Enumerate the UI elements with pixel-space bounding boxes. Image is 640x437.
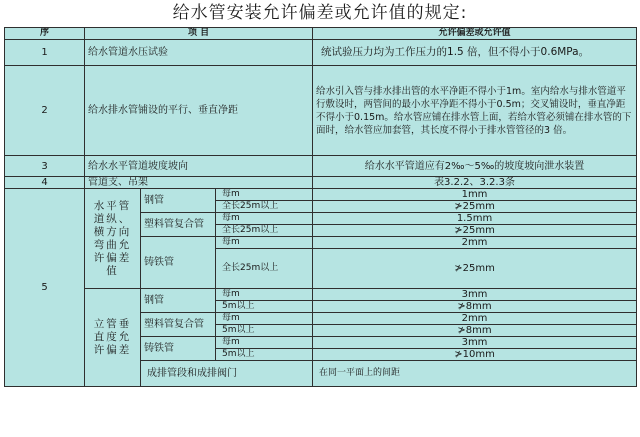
condition-same-plane: 在同一平面上的间距 [313, 361, 637, 387]
row-item: 给水管道水压试验 [85, 40, 313, 66]
row-value: 统试验压力均为工作压力的1.5 倍，但不得小于0.6MPa。 [313, 40, 637, 66]
tolerance-value: 2mm [313, 237, 637, 249]
table-header-row [5, 28, 637, 40]
page-title: 给水管安装允许偏差或允许值的规定: [172, 3, 468, 23]
horizontal-deviation-label: 水平管道纵、横方向弯曲允许偏差值 [85, 189, 141, 289]
condition-per-m: 每m [216, 213, 313, 225]
row-value: 表3.2.2、3.2.3条 [313, 177, 637, 189]
condition-per-m: 每m [216, 237, 313, 249]
condition-over-5m: 5m以上 [216, 325, 313, 337]
cast-iron-pipe-label: 铸铁管 [141, 337, 216, 361]
tolerance-value: 2mm [313, 313, 637, 325]
header-value: 允许偏差或允许值 [313, 28, 637, 40]
header-seq: 序 [5, 28, 85, 40]
tolerance-value: ≯8mm [313, 325, 637, 337]
row-seq: 5 [5, 189, 85, 387]
tolerance-value: 3mm [313, 337, 637, 349]
plastic-composite-pipe-label: 塑料管复合管 [141, 313, 216, 337]
table-row [5, 177, 637, 189]
row-seq: 3 [5, 156, 85, 177]
condition-over-25m: 全长25m以上 [216, 201, 313, 213]
tolerance-value: 1.5mm [313, 213, 637, 225]
steel-pipe-label: 钢管 [141, 289, 216, 313]
tolerance-value: ≯25mm [313, 225, 637, 237]
row-value: 给水引入管与排水排出管的水平净距不得小于1m。室内给水与排水管道平行敷设时，两管间的最小水平净距不得小于0.5m；交叉铺设时，垂直净距不得小于0.15m。给水管应铺在排水管上面，若给水管必须铺在排水管的下面时，给水管应加套管，其长度不得小于排水管管径的3 倍。 [313, 66, 637, 156]
tolerance-value: ≯8mm [313, 301, 637, 313]
condition-over-25m: 全长25m以上 [216, 225, 313, 237]
condition-over-25m: 全长25m以上 [216, 249, 313, 289]
tolerance-table [4, 27, 637, 387]
cast-iron-pipe-label: 铸铁管 [141, 237, 216, 289]
table-row [5, 189, 637, 201]
condition-per-m: 每m [216, 313, 313, 325]
grouped-pipes-label: 成排管段和成排阀门 [141, 361, 313, 387]
row-item: 管道支、吊架 [85, 177, 313, 189]
condition-per-m: 每m [216, 189, 313, 201]
row-seq: 4 [5, 177, 85, 189]
table-row [5, 289, 637, 301]
table-row [5, 40, 637, 66]
steel-pipe-label: 钢管 [141, 189, 216, 213]
row-value: 给水水平管道应有2‰～5‰的坡度坡向泄水装置 [313, 156, 637, 177]
tolerance-value: 1mm [313, 189, 637, 201]
condition-over-5m: 5m以上 [216, 349, 313, 361]
condition-per-m: 每m [216, 289, 313, 301]
tolerance-value: ≯25mm [313, 249, 637, 289]
plastic-composite-pipe-label: 塑料管复合管 [141, 213, 216, 237]
row-item: 给水水平管道坡度坡向 [85, 156, 313, 177]
vertical-deviation-label: 立管垂直度允许偏差 [85, 289, 141, 387]
tolerance-value: 3mm [313, 289, 637, 301]
header-item: 项 目 [85, 28, 313, 40]
row-seq: 2 [5, 66, 85, 156]
condition-over-5m: 5m以上 [216, 301, 313, 313]
tolerance-value: ≯25mm [313, 201, 637, 213]
row-seq: 1 [5, 40, 85, 66]
tolerance-value: ≯10mm [313, 349, 637, 361]
table-row [5, 66, 637, 156]
row-item: 给水排水管铺设的平行、垂直净距 [85, 66, 313, 156]
table-row [5, 156, 637, 177]
condition-per-m: 每m [216, 337, 313, 349]
